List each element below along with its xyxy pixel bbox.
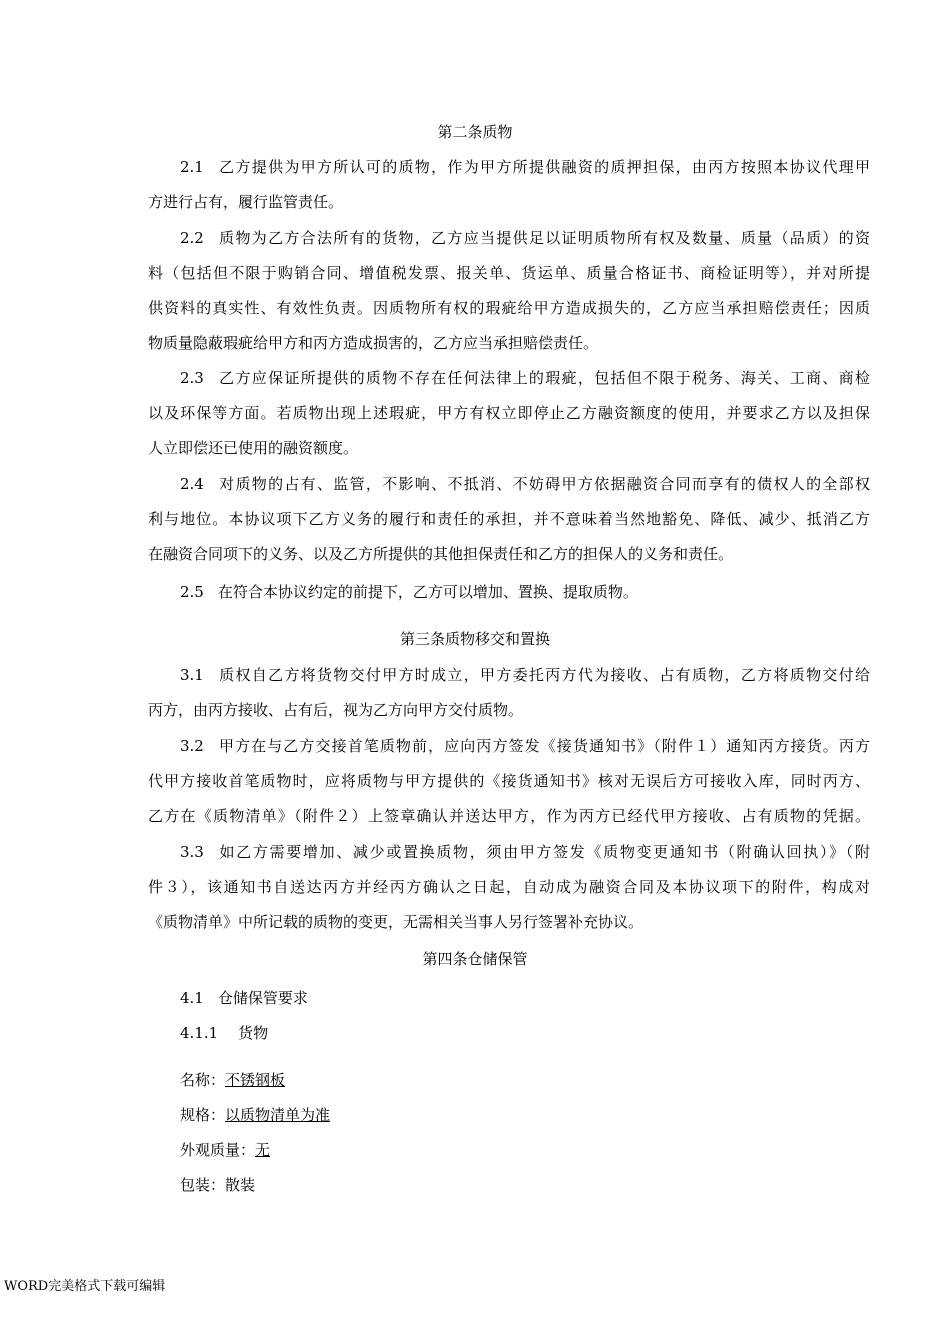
section-heading-4: 第四条仓储保管 [422,950,528,968]
clause-2-1-line-2: 方进行占有，履行监管责任。 [148,193,344,211]
clause-4-1-1: 4.1.1 货物 [180,1024,269,1042]
clause-3-3-line-3: 《质物清单》中所记载的质物的变更，无需相关当事人另行签署补充协议。 [148,913,644,931]
clause-2-3-line-1: 2.3 乙方应保证所提供的质物不存在任何法律上的瑕疵，包括但不限于税务、海关、工商、商检 [180,369,870,387]
field-quality [180,1140,270,1160]
clause-number: 2.4 [180,475,204,493]
field-packaging [180,1175,255,1195]
field-label: 外观质量： [180,1141,256,1159]
field-label: 名称： [180,1071,226,1089]
clause-3-3-line-1: 3.3 如乙方需要增加、减少或置换质物，须由甲方签发《质物变更通知书（附确认回执）》（附 [180,843,870,861]
footer-note: WORD完美格式下载可编辑 [4,1279,166,1294]
clause-number: 4.1.1 [180,1024,219,1042]
field-label: 规格： [180,1106,226,1124]
clause-number: 3.3 [180,843,204,861]
clause-3-3-line-2: 件３），该通知书自送达丙方并经丙方确认之日起，自动成为融资合同及本协议项下的附件，构成对 [148,878,870,896]
clause-2-2-line-4: 物质量隐蔽瑕疵给甲方和丙方造成损害的，乙方应当承担赔偿责任。 [148,334,599,352]
field-name [180,1070,285,1090]
clause-2-2-line-3: 供资料的真实性、有效性负责。因质物所有权的瑕疵给甲方造成损失的，乙方应当承担赔偿责任；因质 [148,299,870,317]
clause-3-2-line-2: 代甲方接收首笔质物时，应将质物与甲方提供的《接货通知书》核对无误后方可接收入库，同时丙方、 [148,772,870,790]
clause-2-1-line-1: 2.1 乙方提供为甲方所认可的质物，作为甲方所提供融资的质押担保，由丙方按照本协议代理甲 [180,158,870,176]
clause-2-4-line-2: 利与地位。本协议项下乙方义务的履行和责任的承担，并不意味着当然地豁免、降低、减少、抵消乙方 [148,510,870,528]
section-heading-2: 第二条质物 [437,123,513,141]
clause-number: 2.5 [180,583,204,601]
clause-4-1: 4.1 仓储保管要求 [180,989,308,1007]
field-label: 包装： [180,1176,226,1194]
clause-2-2-line-2: 料（包括但不限于购销合同、增值税发票、报关单、货运单、质量合格证书、商检证明等），并对所提 [148,264,870,282]
field-spec [180,1105,330,1125]
clause-2-3-line-2: 以及环保等方面。若质物出现上述瑕疵，甲方有权立即停止乙方融资额度的使用，并要求乙方以及担保 [148,404,870,422]
clause-number: 3.2 [180,737,204,755]
clause-number: 3.1 [180,666,204,684]
clause-3-2-line-3: 乙方在《质物清单》（附件２）上签章确认并送达甲方，作为丙方已经代甲方接收、占有质物的凭据。 [148,807,870,825]
clause-number: 2.3 [180,369,204,387]
field-value: 不锈钢板 [225,1071,286,1089]
clause-number: 2.1 [180,158,204,176]
clause-2-2-line-1: 2.2 质物为乙方合法所有的货物，乙方应当提供足以证明质物所有权及数量、质量（品质）的资 [180,229,870,247]
clause-3-2-line-1: 3.2 甲方在与乙方交接首笔质物前，应向丙方签发《接货通知书》（附件１）通知丙方接货。丙方 [180,737,870,755]
clause-3-1-line-2: 丙方，由丙方接收、占有后，视为乙方向甲方交付质物。 [148,701,524,719]
clause-2-5-line-1: 2.5 在符合本协议约定的前提下，乙方可以增加、置换、提取质物。 [180,583,638,601]
clause-number: 2.2 [180,229,204,247]
clause-2-4-line-1: 2.4 对质物的占有、监管，不影响、不抵消、不妨碍甲方依据融资合同而享有的债权人的全部权 [180,475,870,493]
section-heading-3: 第三条质物移交和置换 [399,630,550,648]
clause-2-4-line-3: 在融资合同项下的义务、以及乙方所提供的其他担保责任和乙方的担保人的义务和责任。 [148,545,734,563]
clause-number: 4.1 [180,989,204,1007]
field-value: 无 [255,1141,271,1159]
clause-3-1-line-1: 3.1 质权自乙方将货物交付甲方时成立，甲方委托丙方代为接收、占有质物，乙方将质物交付给 [180,666,870,684]
clause-2-3-line-3: 人立即偿还已使用的融资额度。 [148,439,359,457]
field-value: 以质物清单为准 [225,1106,331,1124]
field-value: 散装 [225,1176,256,1194]
